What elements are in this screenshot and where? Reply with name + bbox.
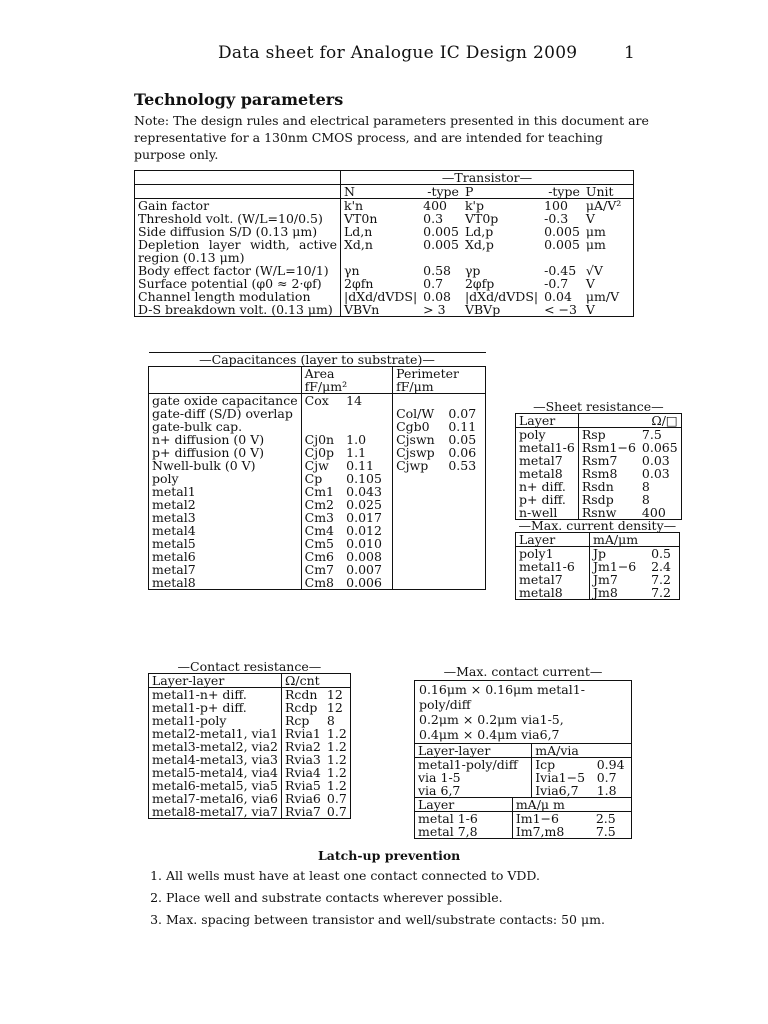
layer-name: via 6,7	[415, 784, 532, 798]
perimeter-value	[445, 576, 485, 590]
n-value: 0.58	[423, 263, 451, 278]
perimeter-symbol: Cjswn	[393, 433, 446, 446]
contact-current-row	[415, 812, 632, 826]
param-name: Threshold volt. (W/L=10/0.5)	[138, 211, 323, 226]
n-symbol: |dXd/dVDS|	[341, 290, 421, 303]
layer-name: metal8	[516, 467, 579, 480]
layer-name: metal1-poly	[149, 714, 282, 727]
n-symbol: Xd,n	[341, 238, 421, 264]
area-symbol: Cm3	[301, 511, 343, 524]
symbol: Rvia4	[282, 766, 324, 779]
perimeter-value: 0.53	[445, 459, 485, 472]
p-symbol: |dXd/dVDS|	[464, 289, 539, 304]
layer-name: metal8	[149, 576, 302, 590]
p-symbol: γp	[464, 263, 481, 278]
perimeter-unit: fF/μm	[393, 380, 486, 394]
perimeter-symbol: Cjwp	[393, 459, 446, 472]
value: 2.5	[595, 811, 616, 826]
area-value: 0.012	[346, 523, 382, 538]
symbol: Rvia7	[282, 805, 324, 819]
col-n: N	[341, 185, 421, 199]
layer-name: metal7-metal6, via6	[149, 792, 282, 805]
p-symbol: VBVp	[464, 302, 501, 317]
contact-current-via-table	[414, 743, 632, 798]
cc-note-line: 0.2μm × 0.2μm via1-5,	[419, 712, 564, 727]
sheet-col-unit: Ω/□	[578, 414, 681, 428]
param-name: D-S breakdown volt. (0.13 μm)	[138, 302, 333, 317]
param-name: Surface potential (φ0 ≈ 2·φf)	[138, 276, 322, 291]
perimeter-value	[445, 550, 485, 563]
area-symbol: Cox	[301, 394, 343, 408]
symbol: Rsp	[578, 428, 639, 442]
layer-name: metal5	[149, 537, 302, 550]
area-symbol	[301, 407, 343, 420]
layer-name: metal1-6	[516, 441, 579, 454]
contact-resistance-table	[148, 660, 351, 819]
p-value: 100	[544, 198, 568, 213]
area-value: 1.0	[346, 432, 367, 447]
value: 7.5	[595, 824, 616, 839]
symbol: Rsdn	[578, 480, 639, 493]
current-density-row	[516, 586, 680, 600]
p-symbol: Xd,p	[464, 237, 494, 252]
perimeter-symbol	[393, 498, 446, 511]
contact-current-row	[415, 825, 632, 839]
value: 0.03	[639, 454, 681, 467]
layer-name: metal5-metal4, via4	[149, 766, 282, 779]
cc1-col-unit: mA/via	[535, 743, 579, 758]
latchup-list	[152, 868, 672, 934]
layer-name: metal8-metal7, via7	[149, 805, 282, 819]
symbol: Icp	[535, 757, 556, 772]
perimeter-symbol: Col/W	[393, 407, 446, 420]
perimeter-value: 0.06	[445, 446, 485, 459]
param-name: Channel length modulation	[138, 289, 311, 304]
cr-col-layer: Layer-layer	[149, 674, 282, 688]
p-value: 0.04	[544, 289, 572, 304]
area-value: 0.010	[346, 536, 382, 551]
perimeter-symbol	[393, 472, 446, 485]
value: 1.8	[596, 783, 617, 798]
value: 0.94	[596, 757, 625, 772]
value: 1.2	[324, 779, 350, 792]
contact-current-block	[414, 664, 632, 839]
unit: V	[585, 302, 595, 317]
area-symbol: Cp	[301, 472, 343, 485]
sheet-row	[516, 428, 682, 442]
perimeter-value: 0.05	[445, 433, 485, 446]
area-value: 14	[346, 393, 363, 408]
value: 0.065	[639, 441, 681, 454]
perimeter-symbol	[393, 524, 446, 537]
perimeter-value	[445, 563, 485, 576]
perimeter-header: Perimeter	[393, 367, 486, 381]
latchup-item: 3. Max. spacing between transistor and well/substrate contacts: 50 μm.	[166, 912, 672, 927]
perimeter-symbol: Cjswp	[393, 446, 446, 459]
perimeter-symbol: Cgb0	[393, 420, 446, 433]
symbol: Im7,m8	[515, 824, 565, 839]
cc2-col-unit: mA/μ m	[515, 797, 565, 812]
transistor-row	[135, 238, 634, 264]
param-name: Depletion layer width, active region (0.13 μm)	[138, 237, 337, 265]
symbol: Rvia5	[282, 779, 324, 792]
layer-name: metal3-metal2, via2	[149, 740, 282, 753]
transistor-table	[134, 170, 634, 317]
symbol: Jm1−6	[590, 560, 649, 573]
layer-name: metal7	[516, 573, 590, 586]
area-value: 0.008	[346, 549, 382, 564]
n-symbol: VT0n	[341, 212, 421, 225]
layer-name: metal7	[149, 563, 302, 576]
perimeter-symbol	[393, 485, 446, 498]
layer-name: metal6	[149, 550, 302, 563]
layer-name: metal4	[149, 524, 302, 537]
perimeter-symbol	[393, 511, 446, 524]
layer-name: gate-bulk cap.	[149, 420, 302, 433]
perimeter-value	[445, 472, 485, 485]
layer-name: n+ diffusion (0 V)	[149, 433, 302, 446]
col-p: P	[464, 184, 474, 199]
current-density-title: —Max. current density—	[516, 519, 680, 533]
symbol: Rsm1−6	[578, 441, 639, 454]
area-symbol: Cm5	[301, 537, 343, 550]
symbol: Rsnw	[578, 506, 639, 520]
layer-name: n-well	[516, 506, 579, 520]
perimeter-value: 0.07	[445, 407, 485, 420]
p-value: -0.7	[544, 276, 569, 291]
p-value: -0.3	[544, 211, 569, 226]
page-number: 1	[624, 43, 635, 63]
contact-res-row	[149, 805, 351, 819]
symbol: Rcdp	[282, 701, 324, 714]
perimeter-symbol	[393, 576, 446, 590]
symbol: Rvia2	[282, 740, 324, 753]
contact-current-metal-table	[414, 798, 632, 839]
unit: μA/V²	[585, 198, 622, 213]
area-value: 0.025	[346, 497, 382, 512]
cd-col-unit: mA/μm	[590, 533, 680, 547]
area-value: 0.11	[346, 458, 374, 473]
value: 0.7	[596, 770, 617, 785]
symbol: Rvia3	[282, 753, 324, 766]
unit: V	[585, 276, 595, 291]
p-value: 0.005	[544, 224, 580, 239]
n-value: 400	[423, 198, 448, 213]
layer-name: metal2-metal1, via1	[149, 727, 282, 740]
cr-col-unit: Ω/cnt	[282, 674, 351, 688]
perimeter-value: 0.11	[445, 420, 485, 433]
value: 2.4	[648, 560, 679, 573]
latchup-item: 1. All wells must have at least one contact connected to VDD.	[166, 868, 672, 883]
capacitance-title: —Capacitances (layer to substrate)—	[149, 353, 486, 367]
value: 7.2	[648, 586, 679, 600]
symbol: Jm8	[590, 586, 649, 600]
area-symbol: Cm6	[301, 550, 343, 563]
area-symbol: Cj0p	[301, 446, 343, 459]
layer-name: metal6-metal5, via5	[149, 779, 282, 792]
area-value: 1.1	[346, 445, 367, 460]
value: 400	[639, 506, 681, 520]
note-paragraph: Note: The design rules and electrical parameters presented in this document are representative for a 130nm CMOS process, and are intended for teaching purpose only.	[134, 113, 649, 162]
area-unit: fF/μm²	[301, 380, 392, 394]
layer-name: metal1-poly/diff	[415, 758, 532, 772]
p-value: < −3	[544, 302, 577, 317]
value: 0.5	[648, 547, 679, 561]
value: 8	[639, 493, 681, 506]
latchup-item: 2. Place well and substrate contacts wherever possible.	[166, 890, 672, 905]
value: 7.2	[648, 573, 679, 586]
layer-name: metal1-n+ diff.	[149, 688, 282, 702]
section-title: Technology parameters	[134, 90, 344, 109]
perimeter-value	[445, 524, 485, 537]
unit: μm/V	[585, 289, 620, 304]
cc1-col-layer: Layer-layer	[415, 744, 532, 758]
p-symbol: Ld,p	[464, 224, 494, 239]
area-header: Area	[301, 367, 392, 381]
p-value: -0.45	[544, 263, 577, 278]
sheet-col-layer: Layer	[516, 414, 579, 428]
col-ntype: -type	[427, 184, 459, 199]
p-symbol: k'p	[464, 198, 484, 213]
perimeter-value	[445, 485, 485, 498]
layer-name: Nwell-bulk (0 V)	[149, 459, 302, 472]
sheet-resistance-table	[515, 400, 682, 520]
area-value: 0.043	[346, 484, 382, 499]
n-value: 0.005	[423, 224, 459, 239]
layer-name: metal2	[149, 498, 302, 511]
area-symbol: Cj0n	[301, 433, 343, 446]
transistor-row	[135, 303, 634, 317]
cc2-col-layer: Layer	[415, 798, 513, 812]
value: 1.2	[324, 753, 350, 766]
layer-name: poly	[149, 472, 302, 485]
value: 8	[324, 714, 350, 727]
p-value: 0.005	[544, 237, 580, 252]
n-value: 0.3	[423, 211, 444, 226]
unit: μm	[585, 224, 606, 239]
layer-name: metal8	[516, 586, 590, 600]
n-symbol: k'n	[341, 199, 421, 213]
n-value: > 3	[423, 302, 446, 317]
value: 1.2	[324, 727, 350, 740]
layer-name: poly1	[516, 547, 590, 561]
contact-res-row	[149, 688, 351, 702]
value: 0.7	[324, 792, 350, 805]
symbol: Rsdp	[578, 493, 639, 506]
layer-name: metal3	[149, 511, 302, 524]
perimeter-symbol	[393, 550, 446, 563]
area-symbol: Cm8	[301, 576, 343, 590]
param-name: Gain factor	[138, 198, 210, 213]
p-symbol: 2φfp	[464, 276, 495, 291]
area-value: 0.105	[346, 471, 382, 486]
contact-current-row	[415, 758, 632, 772]
symbol: Im1−6	[515, 811, 559, 826]
area-symbol: Cm1	[301, 485, 343, 498]
area-value: 0.006	[346, 575, 382, 590]
value: 7.5	[639, 428, 681, 442]
value: 12	[324, 701, 350, 714]
current-density-row	[516, 547, 680, 561]
symbol: Rcp	[282, 714, 324, 727]
contact-res-title: —Contact resistance—	[149, 660, 351, 674]
transistor-row	[135, 199, 634, 213]
capacitance-table	[148, 352, 486, 590]
value: 0.03	[639, 467, 681, 480]
cc-note-line: 0.16μm × 0.16μm metal1-poly/diff	[419, 682, 585, 712]
perimeter-value	[445, 537, 485, 550]
capacitance-row	[149, 394, 486, 408]
symbol: Rcdn	[282, 688, 324, 702]
symbol: Rvia1	[282, 727, 324, 740]
area-symbol: Cjw	[301, 459, 343, 472]
n-symbol: Ld,n	[341, 225, 421, 238]
layer-name: metal7	[516, 454, 579, 467]
layer-name: poly	[516, 428, 579, 442]
n-symbol: 2φfn	[341, 277, 421, 290]
n-value: 0.7	[423, 276, 444, 291]
header-title: Data sheet for Analogue IC Design 2009	[218, 43, 578, 63]
layer-name: via 1-5	[415, 771, 532, 784]
n-value: 0.08	[423, 289, 451, 304]
layer-name: gate oxide capacitance	[149, 394, 302, 408]
layer-name: n+ diff.	[516, 480, 579, 493]
area-value: 0.007	[346, 562, 382, 577]
col-unit: Unit	[585, 184, 614, 199]
perimeter-value	[445, 394, 485, 408]
area-value	[343, 407, 392, 420]
transistor-title: —Transistor—	[341, 171, 634, 185]
cd-col-layer: Layer	[516, 533, 590, 547]
value: 1.2	[324, 740, 350, 753]
perimeter-symbol	[393, 563, 446, 576]
contact-current-row	[415, 784, 632, 798]
unit: √V	[585, 263, 603, 278]
layer-name: metal4-metal3, via3	[149, 753, 282, 766]
n-value: 0.005	[423, 237, 459, 252]
symbol: Rsm7	[578, 454, 639, 467]
layer-name: metal1-6	[516, 560, 590, 573]
latchup-title: Latch-up prevention	[318, 848, 461, 863]
area-symbol: Cm7	[301, 563, 343, 576]
layer-name: metal 1-6	[415, 812, 513, 826]
symbol: Ivia6,7	[535, 783, 579, 798]
cc-note-line: 0.4μm × 0.4μm via6,7	[419, 727, 560, 742]
value: 1.2	[324, 766, 350, 779]
contact-current-notes	[414, 681, 632, 743]
sheet-title: —Sheet resistance—	[516, 400, 682, 414]
layer-name: metal 7,8	[415, 825, 513, 839]
layer-name: metal1-p+ diff.	[149, 701, 282, 714]
perimeter-value	[445, 498, 485, 511]
contact-current-title: —Max. contact current—	[414, 664, 632, 681]
symbol: Ivia1−5	[535, 770, 586, 785]
param-name: Body effect factor (W/L=10/1)	[138, 263, 329, 278]
perimeter-symbol	[393, 537, 446, 550]
area-symbol: Cm4	[301, 524, 343, 537]
value: 0.7	[324, 805, 350, 819]
symbol: Rsm8	[578, 467, 639, 480]
param-name: Side diffusion S/D (0.13 μm)	[138, 224, 318, 239]
unit: μm	[585, 237, 606, 252]
perimeter-value	[445, 511, 485, 524]
area-symbol: Cm2	[301, 498, 343, 511]
layer-name: metal1	[149, 485, 302, 498]
layer-name: gate-diff (S/D) overlap	[149, 407, 302, 420]
value: 12	[324, 688, 350, 702]
value: 8	[639, 480, 681, 493]
symbol: Jp	[590, 547, 649, 561]
n-symbol: γn	[341, 264, 421, 277]
p-symbol: VT0p	[464, 211, 499, 226]
symbol: Jm7	[590, 573, 649, 586]
area-value: 0.017	[346, 510, 382, 525]
n-symbol: VBVn	[341, 303, 421, 317]
current-density-table	[515, 519, 680, 600]
perimeter-symbol	[393, 394, 446, 408]
symbol: Rvia6	[282, 792, 324, 805]
unit: V	[585, 211, 595, 226]
layer-name: p+ diffusion (0 V)	[149, 446, 302, 459]
capacitance-row	[149, 576, 486, 590]
layer-name: p+ diff.	[516, 493, 579, 506]
col-ptype: -type	[548, 184, 580, 199]
